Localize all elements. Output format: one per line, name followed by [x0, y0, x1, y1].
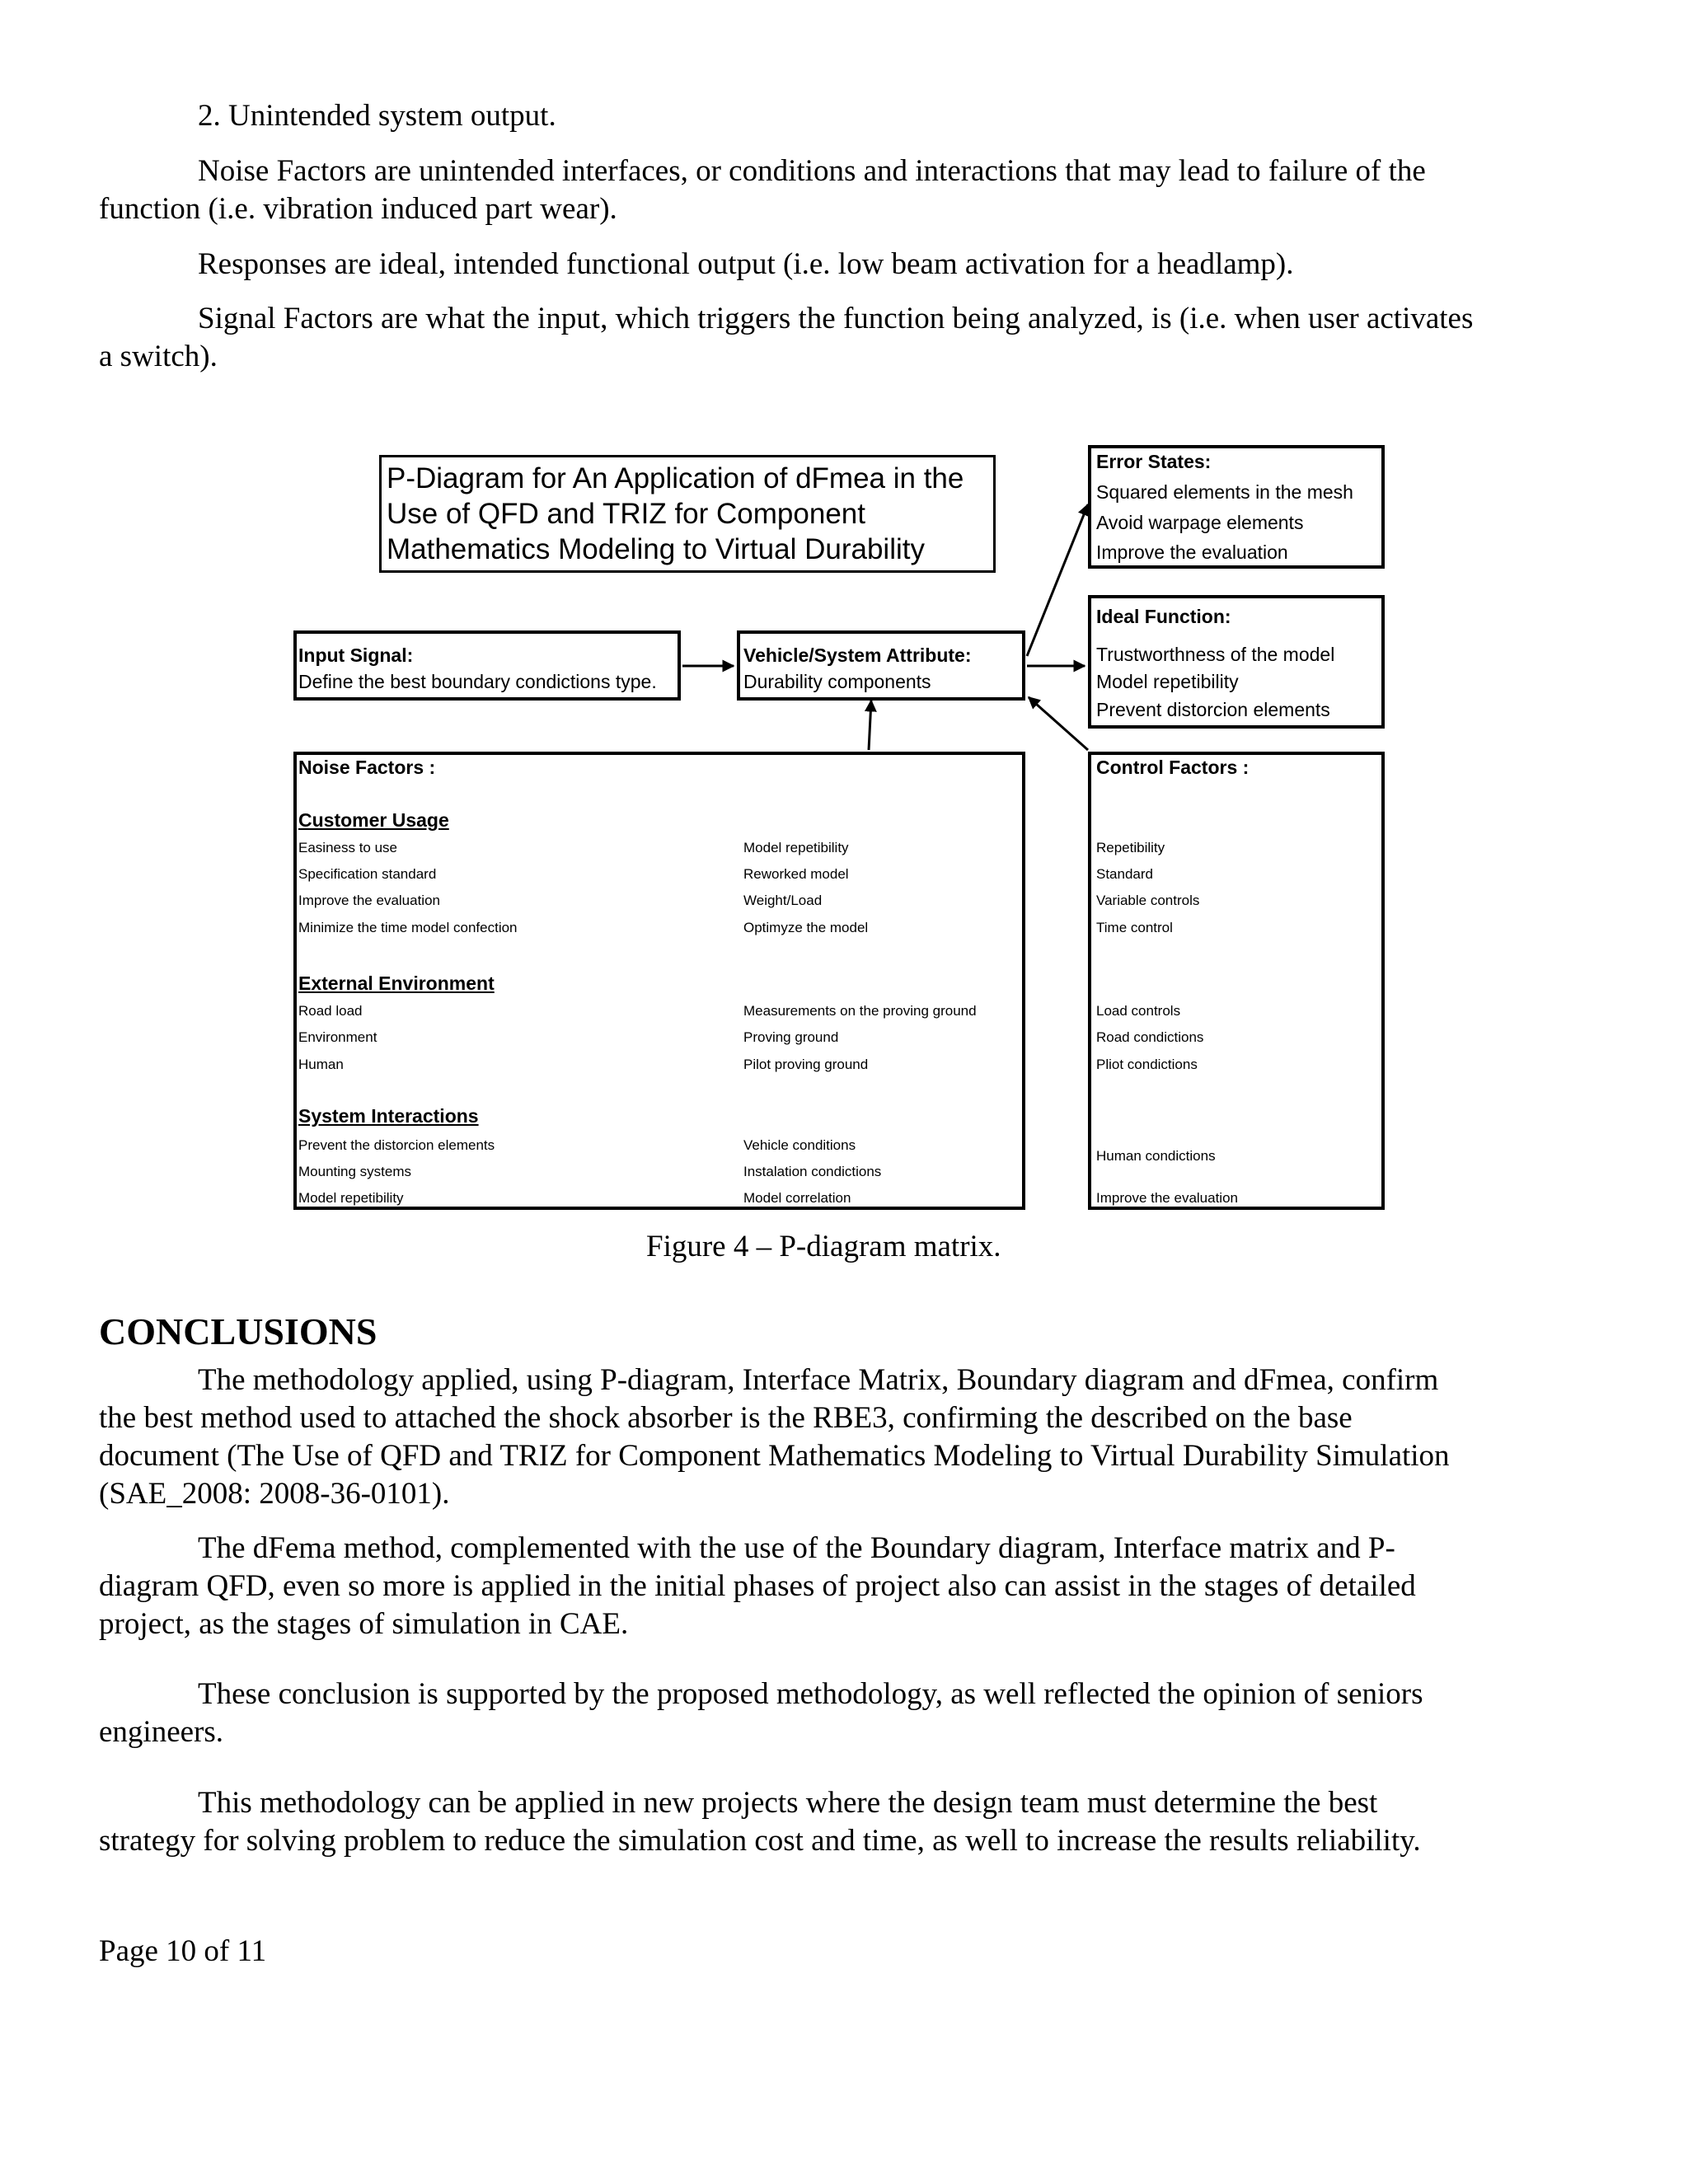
conclusions-line: project, as the stages of simulation in CAE.: [99, 1607, 629, 1641]
list-item: Prevent the distorcion elements: [298, 1137, 495, 1153]
list-item: Improve the evaluation: [298, 893, 440, 908]
list-item: Instalation condictions: [743, 1164, 882, 1179]
vehicle-attribute-text: Durability components: [743, 671, 931, 692]
list-item: Measurements on the proving ground: [743, 1003, 977, 1019]
list-item: Model correlation: [743, 1190, 851, 1206]
ideal-function-item: Model repetibility: [1096, 671, 1239, 692]
conclusions-line: (SAE_2008: 2008-36-0101).: [99, 1477, 450, 1511]
conclusions-heading: CONCLUSIONS: [99, 1310, 377, 1352]
system-interactions-title: System Interactions: [298, 1105, 479, 1127]
conclusions-line: These conclusion is supported by the proposed methodology, as well reflected the opinion of seniors: [198, 1677, 1423, 1711]
list-item: Easiness to use: [298, 840, 398, 855]
control-factors-header: Control Factors :: [1096, 757, 1250, 778]
list-item: Model repetibility: [743, 840, 849, 855]
arrow-control-to-attribute: [1029, 697, 1088, 750]
list-item: Pilot proving ground: [743, 1057, 869, 1072]
list-item: Pliot condictions: [1096, 1057, 1198, 1072]
ideal-function-header: Ideal Function:: [1096, 606, 1231, 627]
conclusions-line: diagram QFD, even so more is applied in the initial phases of project also can assist in the stages of detailed: [99, 1569, 1416, 1603]
list-item: Standard: [1096, 866, 1153, 882]
noise-factors-paragraph-line-2: function (i.e. vibration induced part wear).: [99, 192, 617, 226]
responses-paragraph: Responses are ideal, intended functional output (i.e. low beam activation for a headlamp).: [198, 247, 1294, 281]
list-item: Time control: [1096, 920, 1173, 935]
conclusions-line: engineers.: [99, 1715, 224, 1749]
list-item: Human: [298, 1057, 344, 1072]
list-item-unintended-output: 2. Unintended system output.: [198, 99, 556, 133]
error-states-header: Error States:: [1096, 451, 1212, 472]
list-item: Specification standard: [298, 866, 437, 882]
list-item: Vehicle conditions: [743, 1137, 856, 1153]
list-item: Optimyze the model: [743, 920, 869, 935]
ideal-function-item: Trustworthness of the model: [1096, 644, 1335, 665]
control-factors-box: [1088, 752, 1385, 1210]
list-item: Improve the evaluation: [1096, 1190, 1238, 1206]
conclusions-line: This methodology can be applied in new projects where the design team must determine the best: [198, 1786, 1378, 1820]
list-item: Repetibility: [1096, 840, 1165, 855]
signal-factors-paragraph-line-1: Signal Factors are what the input, which triggers the function being analyzed, is (i.e. when user activates: [198, 302, 1474, 335]
error-state-item: Avoid warpage elements: [1096, 512, 1304, 533]
list-item: Variable controls: [1096, 893, 1200, 908]
conclusions-line: strategy for solving problem to reduce the simulation cost and time, as well to increase the results reliability.: [99, 1824, 1421, 1858]
vehicle-attribute-header: Vehicle/System Attribute:: [743, 644, 972, 666]
input-signal-text: Define the best boundary condictions type.: [298, 671, 657, 692]
noise-factors-paragraph-line-1: Noise Factors are unintended interfaces, or conditions and interactions that may lead to failure of the: [198, 154, 1426, 188]
conclusions-line: the best method used to attached the shock absorber is the RBE3, confirming the described on the base: [99, 1401, 1353, 1435]
diagram-title-line-2: Use of QFD and TRIZ for Component: [387, 498, 865, 530]
external-environment-title: External Environment: [298, 972, 495, 994]
input-signal-header: Input Signal:: [298, 644, 414, 666]
list-item: Road load: [298, 1003, 363, 1019]
page-number: Page 10 of 11: [99, 1934, 267, 1968]
diagram-title-line-1: P-Diagram for An Application of dFmea in the: [387, 462, 964, 494]
list-item: Load controls: [1096, 1003, 1181, 1019]
list-item: Model repetibility: [298, 1190, 404, 1206]
diagram-title-box: [379, 455, 996, 573]
list-item: Weight/Load: [743, 893, 823, 908]
diagram-title-line-3: Mathematics Modeling to Virtual Durability: [387, 533, 925, 565]
conclusions-line: The dFema method, complemented with the use of the Boundary diagram, Interface matrix and P-: [198, 1531, 1395, 1565]
figure-caption: Figure 4 – P-diagram matrix.: [646, 1230, 1001, 1263]
list-item: Minimize the time model confection: [298, 920, 518, 935]
conclusions-line: document (The Use of QFD and TRIZ for Component Mathematics Modeling to Virtual Durability Simulation: [99, 1439, 1450, 1473]
error-state-item: Squared elements in the mesh: [1096, 481, 1353, 503]
list-item: Reworked model: [743, 866, 849, 882]
signal-factors-paragraph-line-2: a switch).: [99, 340, 218, 373]
ideal-function-item: Prevent distorcion elements: [1096, 699, 1330, 720]
list-item: Proving ground: [743, 1029, 839, 1045]
noise-factors-header: Noise Factors :: [298, 757, 436, 778]
arrow-noise-to-attribute: [869, 701, 871, 750]
list-item: Environment: [298, 1029, 377, 1045]
error-state-item: Improve the evaluation: [1096, 541, 1288, 563]
list-item: Mounting systems: [298, 1164, 411, 1179]
arrow-attribute-to-error: [1027, 504, 1088, 656]
customer-usage-title: Customer Usage: [298, 809, 449, 831]
list-item: Road condictions: [1096, 1029, 1204, 1045]
list-item: Human condictions: [1096, 1148, 1216, 1164]
conclusions-line: The methodology applied, using P-diagram, Interface Matrix, Boundary diagram and dFmea, confirm: [198, 1363, 1439, 1397]
